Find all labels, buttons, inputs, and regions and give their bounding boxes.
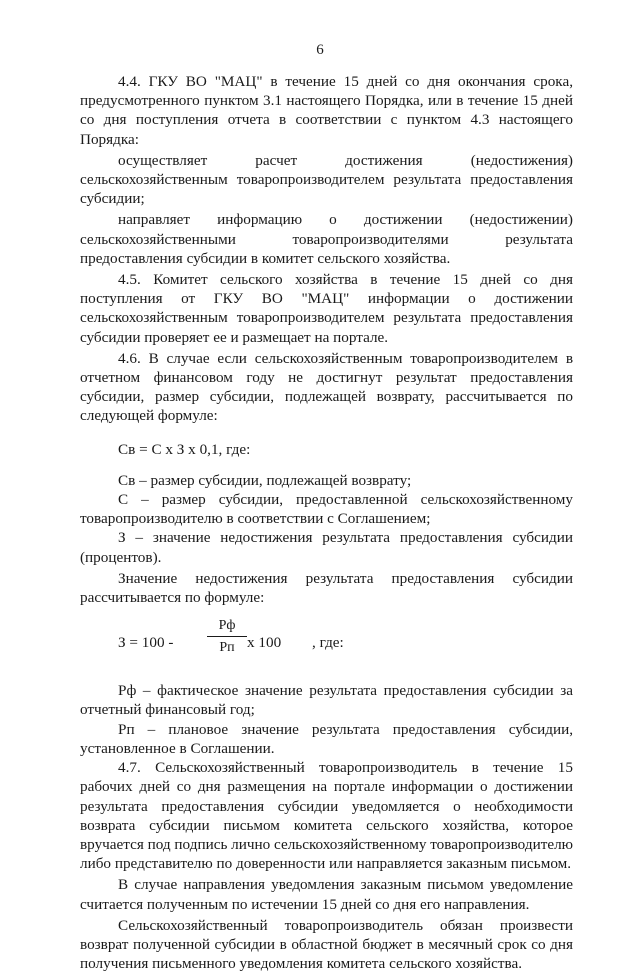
- definition-c: С – размер субсидии, предоставленной сельскохозяйственному товаропроизводителю в соответствии с Соглашением;: [80, 491, 573, 528]
- paragraph-calculation: осуществляет расчет достижения (недостижения) сельскохозяйственным товаропроизводителем результата предоставления субсидии;: [80, 151, 573, 208]
- paragraph-4-6: 4.6. В случае если сельскохозяйственным товаропроизводителем в отчетном финансовом году не достигнут результат предоставления субсидии, размер субсидии, подлежащей возврату, рассчитывается по следующей формуле:: [80, 349, 573, 425]
- paragraph-4-4: 4.4. ГКУ ВО "МАЦ" в течение 15 дней со дня окончания срока, предусмотренного пунктом 3.1 настоящего Порядка, или в течение 15 дней со дня поступления отчета в соответствии с пунктом 4.3 настоящего Порядка:: [80, 73, 573, 148]
- definition-sv: Св – размер субсидии, подлежащей возврату;: [118, 471, 412, 489]
- fraction-denominator: Рп: [219, 640, 235, 656]
- page-number: 6: [316, 42, 324, 58]
- fraction-numerator: Рф: [218, 618, 236, 634]
- paragraph-4-7: 4.7. Сельскохозяйственный товаропроизводитель в течение 15 рабочих дней со дня размещения на портале информации о достижении результата предоставления субсидии уведомляется о необходимости возврата субсидии письмом комитета сельского хозяйства, которое вручается под подпись лично сельскохозяйственному товаропроизводителю либо представителю по доверенности или направляется заказным письмом.: [80, 759, 573, 873]
- fraction-bar: [207, 636, 247, 637]
- definition-z: З – значение недостижения результата предоставления субсидии (процентов).: [80, 529, 573, 566]
- formula-lhs: З = 100 -: [118, 634, 174, 652]
- definition-rf: Рф – фактическое значение результата предоставления субсидии за отчетный финансовый год;: [80, 682, 573, 719]
- formula-fraction: [207, 617, 247, 657]
- paragraph-send-info: направляет информацию о достижении (недостижении) сельскохозяйственными товаропроизводителями результата предоставления субсидии в комитет сельского хозяйства.: [80, 211, 573, 267]
- formula-where: , где:: [312, 634, 344, 652]
- paragraph-refund-obligation: Сельскохозяйственный товаропроизводитель обязан произвести возврат полученной субсидии в областной бюджет в месячный срок со дня получения письменного уведомления комитета сельского хозяйства.: [80, 916, 573, 973]
- document-body: [80, 72, 573, 973]
- definition-rp: Рп – плановое значение результата предоставления субсидии, установленное в Соглашении.: [80, 720, 573, 757]
- paragraph-registered-letter: В случае направления уведомления заказным письмом уведомление считается полученным по истечении 15 дней со дня его направления.: [80, 876, 573, 913]
- formula-multiplier: х 100: [247, 634, 282, 652]
- formula-refund: Св = С х З х 0,1, где:: [118, 440, 251, 458]
- formula-shortfall: [80, 617, 573, 669]
- paragraph-z-formula-intro: Значение недостижения результата предоставления субсидии рассчитывается по формуле:: [80, 569, 573, 607]
- paragraph-4-5: 4.5. Комитет сельского хозяйства в течение 15 дней со дня поступления от ГКУ ВО "МАЦ" информации о достижении сельскохозяйственным товаропроизводителем результата предоставления субсидии проверяет ее и размещает на портале.: [80, 271, 573, 346]
